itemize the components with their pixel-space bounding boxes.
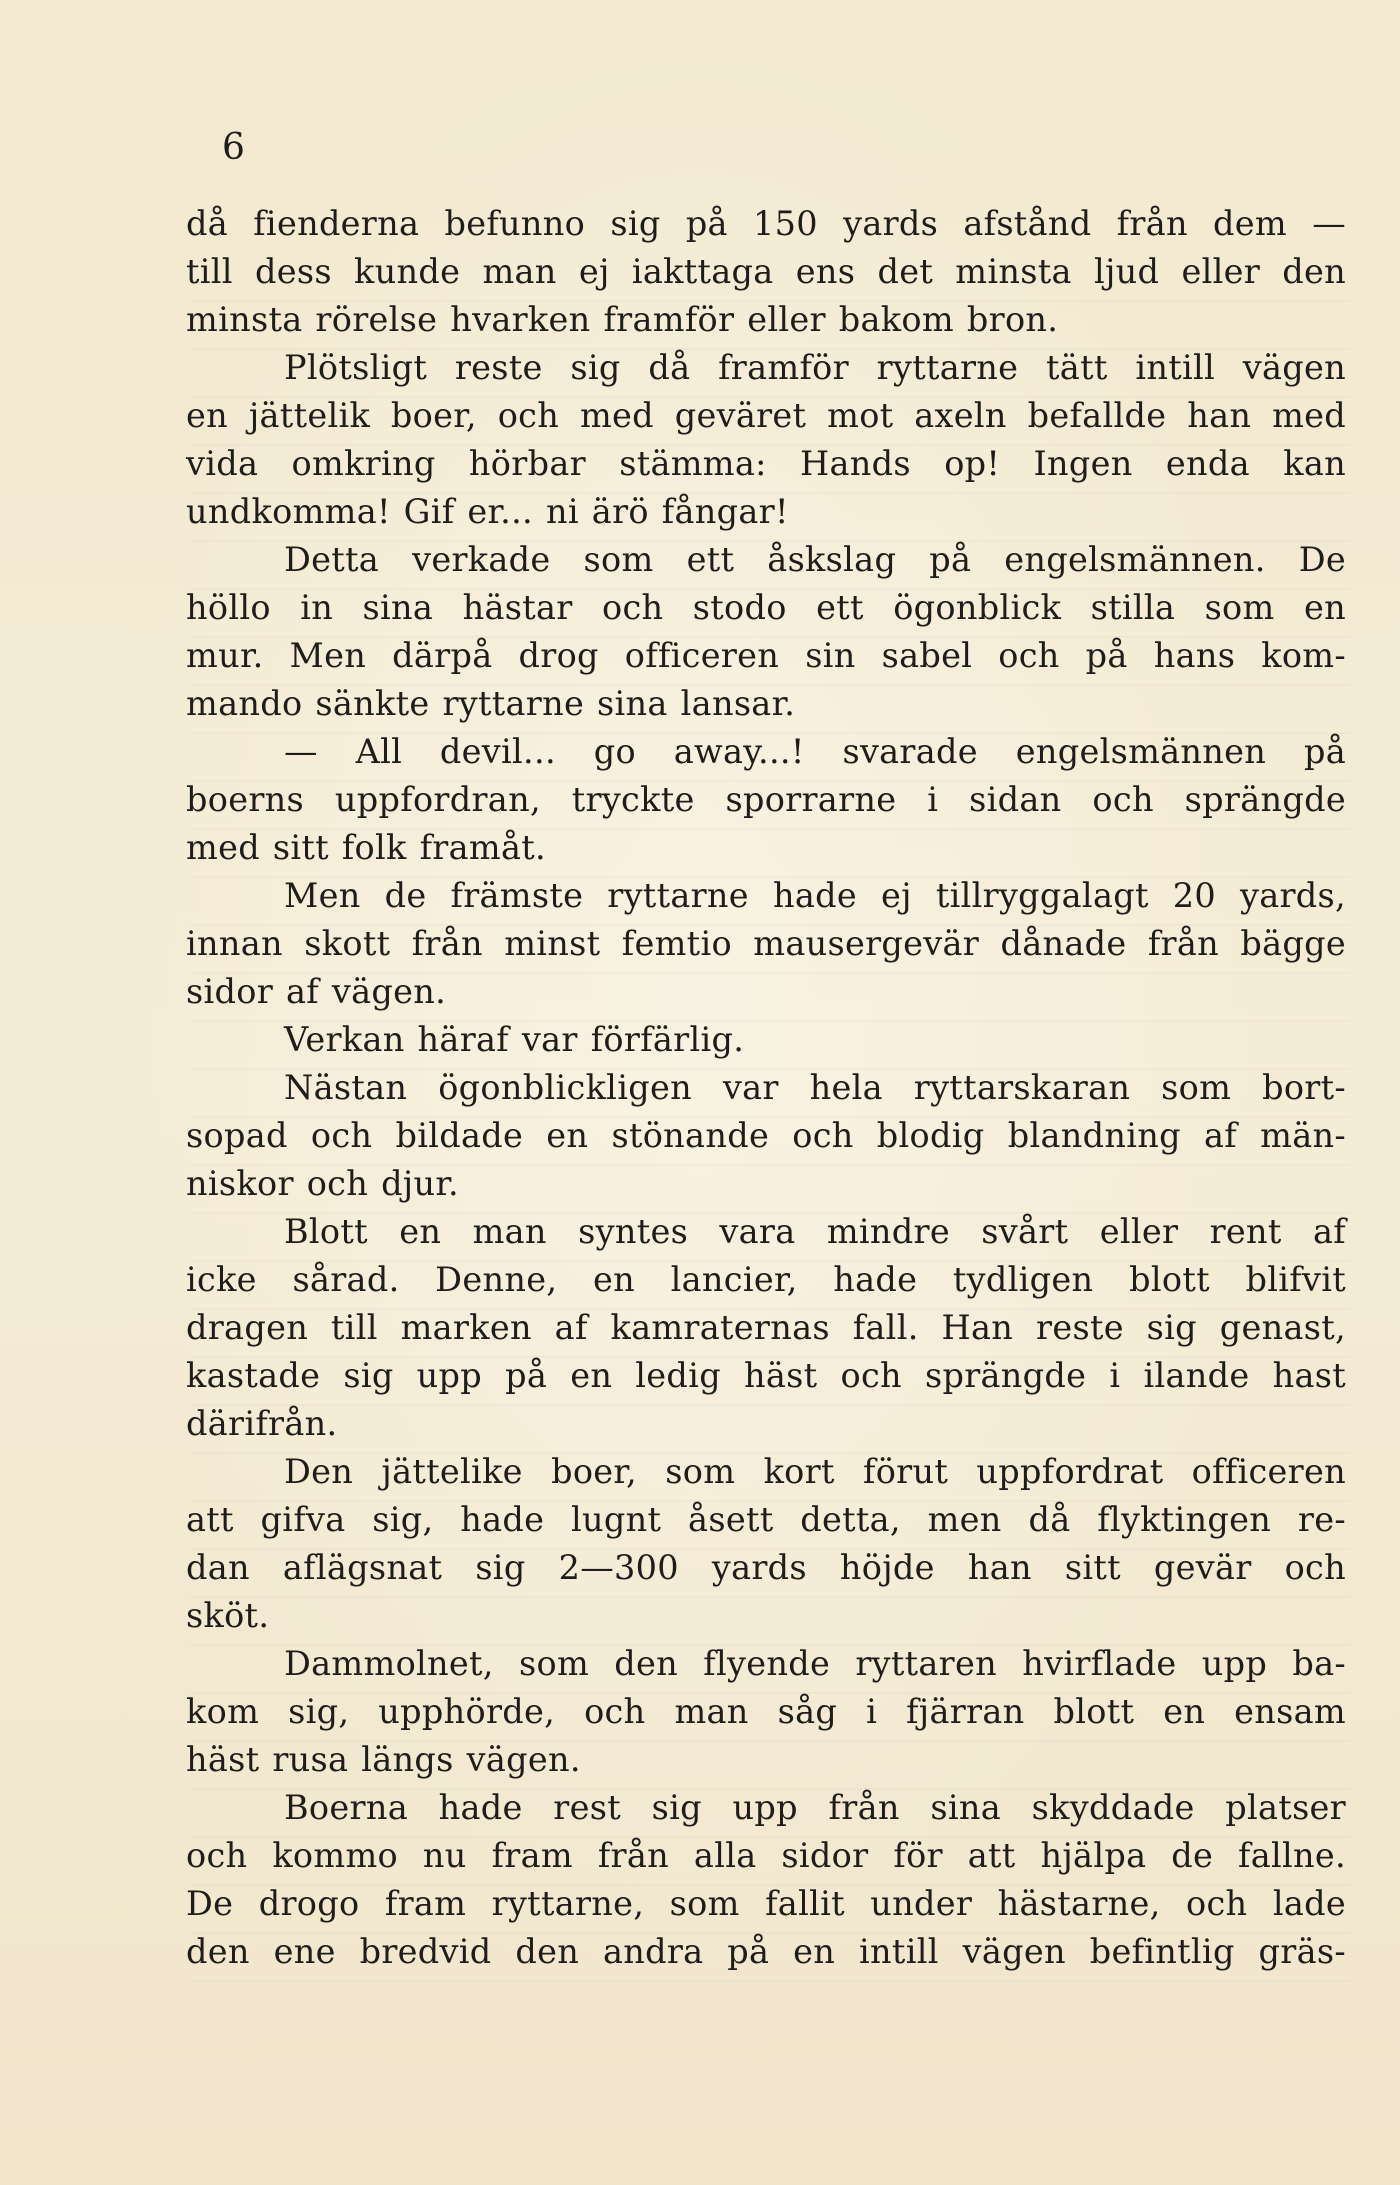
text-line: och kommo nu fram från alla sidor för att hjälpa de fallne. — [186, 1836, 1346, 1875]
text-line: icke sårad. Denne, en lancier, hade tydligen blott blifvit — [186, 1260, 1346, 1299]
text-line: — All devil... go away...! svarade engelsmännen på — [284, 732, 1346, 771]
text-line: den ene bredvid den andra på en intill vägen befintlig gräs- — [186, 1932, 1346, 1971]
text-line: minsta rörelse hvarken framför eller bakom bron. — [186, 300, 1059, 339]
text-line: Nästan ögonblickligen var hela ryttarskaran som bort- — [284, 1068, 1346, 1107]
body-text — [186, 200, 1346, 1976]
text-line: höllo in sina hästar och stodo ett ögonblick stilla som en — [186, 588, 1346, 627]
text-line: då fienderna befunno sig på 150 yards afstånd från dem — — [186, 204, 1346, 243]
text-line: kastade sig upp på en ledig häst och sprängde i ilande hast — [186, 1356, 1346, 1395]
text-line: mur. Men därpå drog officeren sin sabel och på hans kom- — [186, 636, 1346, 675]
text-line: innan skott från minst femtio mausergevär dånade från bägge — [186, 924, 1346, 963]
text-line: Blott en man syntes vara mindre svårt eller rent af — [284, 1212, 1346, 1251]
text-line: Detta verkade som ett åskslag på engelsmännen. De — [284, 540, 1346, 579]
text-line: sopad och bildade en stönande och blodig blandning af män- — [186, 1116, 1346, 1155]
text-line: vida omkring hörbar stämma: Hands op! Ingen enda kan — [186, 444, 1346, 483]
text-line: niskor och djur. — [186, 1164, 459, 1203]
text-line: Men de främste ryttarne hade ej tillryggalagt 20 yards, — [284, 876, 1346, 915]
text-line: häst rusa längs vägen. — [186, 1740, 581, 1779]
text-line: därifrån. — [186, 1404, 338, 1443]
text-line: dragen till marken af kamraternas fall. Han reste sig genast, — [186, 1308, 1346, 1347]
text-line: Verkan häraf var förfärlig. — [284, 1020, 745, 1059]
text-line: undkomma! Gif er... ni ärö fångar! — [186, 492, 789, 531]
text-line: en jättelik boer, och med geväret mot axeln befallde han med — [186, 396, 1346, 435]
text-line: till dess kunde man ej iakttaga ens det minsta ljud eller den — [186, 252, 1346, 291]
text-line: mando sänkte ryttarne sina lansar. — [186, 684, 796, 723]
page-number: 6 — [222, 127, 245, 168]
text-line: Boerna hade rest sig upp från sina skyddade platser — [284, 1788, 1346, 1827]
text-line: sköt. — [186, 1596, 270, 1635]
text-line: att gifva sig, hade lugnt åsett detta, men då flyktingen re- — [186, 1500, 1346, 1539]
text-line: Dammolnet, som den flyende ryttaren hvirflade upp ba- — [284, 1644, 1346, 1683]
text-line: dan aflägsnat sig 2—300 yards höjde han sitt gevär och — [186, 1548, 1346, 1587]
text-line: Plötsligt reste sig då framför ryttarne tätt intill vägen — [284, 348, 1346, 387]
text-line: Den jättelike boer, som kort förut uppfordrat officeren — [284, 1452, 1346, 1491]
text-line: De drogo fram ryttarne, som fallit under hästarne, och lade — [186, 1884, 1346, 1923]
text-line: med sitt folk framåt. — [186, 828, 546, 867]
text-line: sidor af vägen. — [186, 972, 447, 1011]
text-line: boerns uppfordran, tryckte sporrarne i sidan och sprängde — [186, 780, 1346, 819]
text-line: kom sig, upphörde, och man såg i fjärran blott en ensam — [186, 1692, 1346, 1731]
